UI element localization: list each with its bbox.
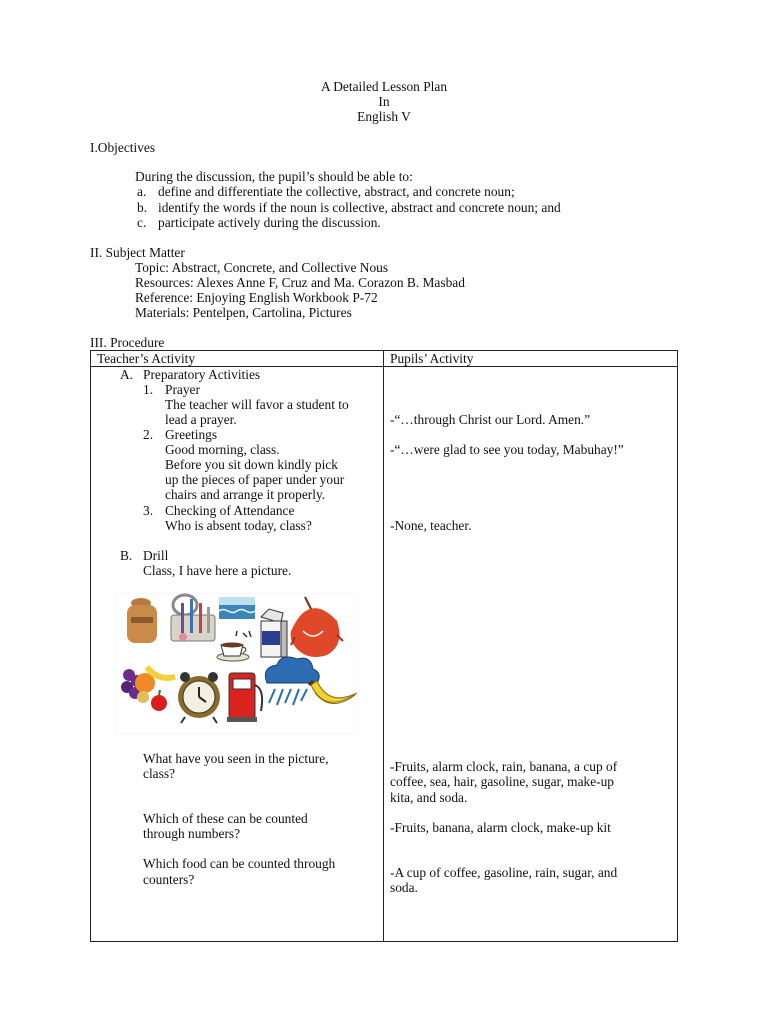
teacher-text: Good morning, class.	[165, 442, 280, 457]
objective-marker: c.	[137, 215, 147, 230]
teacher-question: counters?	[143, 872, 195, 887]
step-marker: 2.	[143, 427, 154, 442]
teacher-question: class?	[143, 766, 175, 781]
teacher-question: What have you seen in the picture,	[143, 751, 329, 766]
section-marker: A.	[120, 367, 134, 382]
objective-item: participate actively during the discussion.	[158, 215, 381, 230]
teacher-text: Who is absent today, class?	[165, 518, 312, 533]
pupil-response: soda.	[390, 880, 418, 895]
pupil-response: kita, and soda.	[390, 790, 468, 805]
subject-reference: Reference: Enjoying English Workbook P-72	[135, 290, 378, 305]
table-column-divider	[383, 350, 384, 941]
section-title: Drill	[143, 548, 169, 563]
pupil-response: -“…through Christ our Lord. Amen.”	[390, 412, 591, 427]
teacher-text: lead a prayer.	[165, 412, 237, 427]
teacher-text: chairs and arrange it properly.	[165, 487, 326, 502]
objectives-intro: During the discussion, the pupil’s should be able to:	[135, 169, 413, 184]
doc-title-in: In	[378, 94, 390, 109]
teacher-column-header: Teacher’s Activity	[97, 351, 196, 366]
section-marker: B.	[120, 548, 133, 563]
procedure-heading: III. Procedure	[90, 335, 165, 350]
teacher-text: Class, I have here a picture.	[143, 563, 292, 578]
step-title: Checking of Attendance	[165, 503, 295, 518]
doc-title: A Detailed Lesson Plan	[320, 79, 448, 94]
subject-topic: Topic: Abstract, Concrete, and Collective Nous	[135, 260, 389, 275]
section-title: Preparatory Activities	[143, 367, 261, 382]
subject-materials: Materials: Pentelpen, Cartolina, Pictures	[135, 305, 352, 320]
pupil-response: -Fruits, alarm clock, rain, banana, a cup of	[390, 759, 618, 774]
objective-marker: b.	[137, 200, 148, 215]
objective-item: define and differentiate the collective, abstract, and concrete noun;	[158, 184, 515, 199]
pupils-column-header: Pupils’ Activity	[390, 351, 474, 366]
subject-resources: Resources: Alexes Anne F, Cruz and Ma. Corazon B. Masbad	[135, 275, 465, 290]
teacher-text: Before you sit down kindly pick	[165, 457, 338, 472]
objective-item: identify the words if the noun is collective, abstract and concrete noun; and	[158, 200, 561, 215]
pupil-response: -“…were glad to see you today, Mabuhay!”	[390, 442, 624, 457]
step-marker: 3.	[143, 503, 154, 518]
subject-matter-heading: II. Subject Matter	[90, 245, 185, 260]
step-title: Prayer	[165, 382, 200, 397]
pupil-response: -A cup of coffee, gasoline, rain, sugar, and	[390, 865, 618, 880]
sea-icon	[219, 597, 255, 619]
pupil-response: -Fruits, banana, alarm clock, make-up kit	[390, 820, 611, 835]
doc-subject: English V	[357, 109, 411, 124]
objective-marker: a.	[137, 184, 147, 199]
teacher-question: Which of these can be counted	[143, 811, 308, 826]
pupil-response: coffee, sea, hair, gasoline, sugar, make-up	[390, 774, 614, 789]
pupil-response: -None, teacher.	[390, 518, 472, 533]
objectives-heading: I.Objectives	[90, 140, 156, 155]
teacher-text: up the pieces of paper under your	[165, 472, 345, 487]
teacher-text: The teacher will favor a student to	[165, 397, 349, 412]
teacher-question: Which food can be counted through	[143, 856, 336, 871]
teacher-question: through numbers?	[143, 826, 241, 841]
drill-picture	[115, 593, 359, 735]
step-marker: 1.	[143, 382, 154, 397]
step-title: Greetings	[165, 427, 218, 442]
